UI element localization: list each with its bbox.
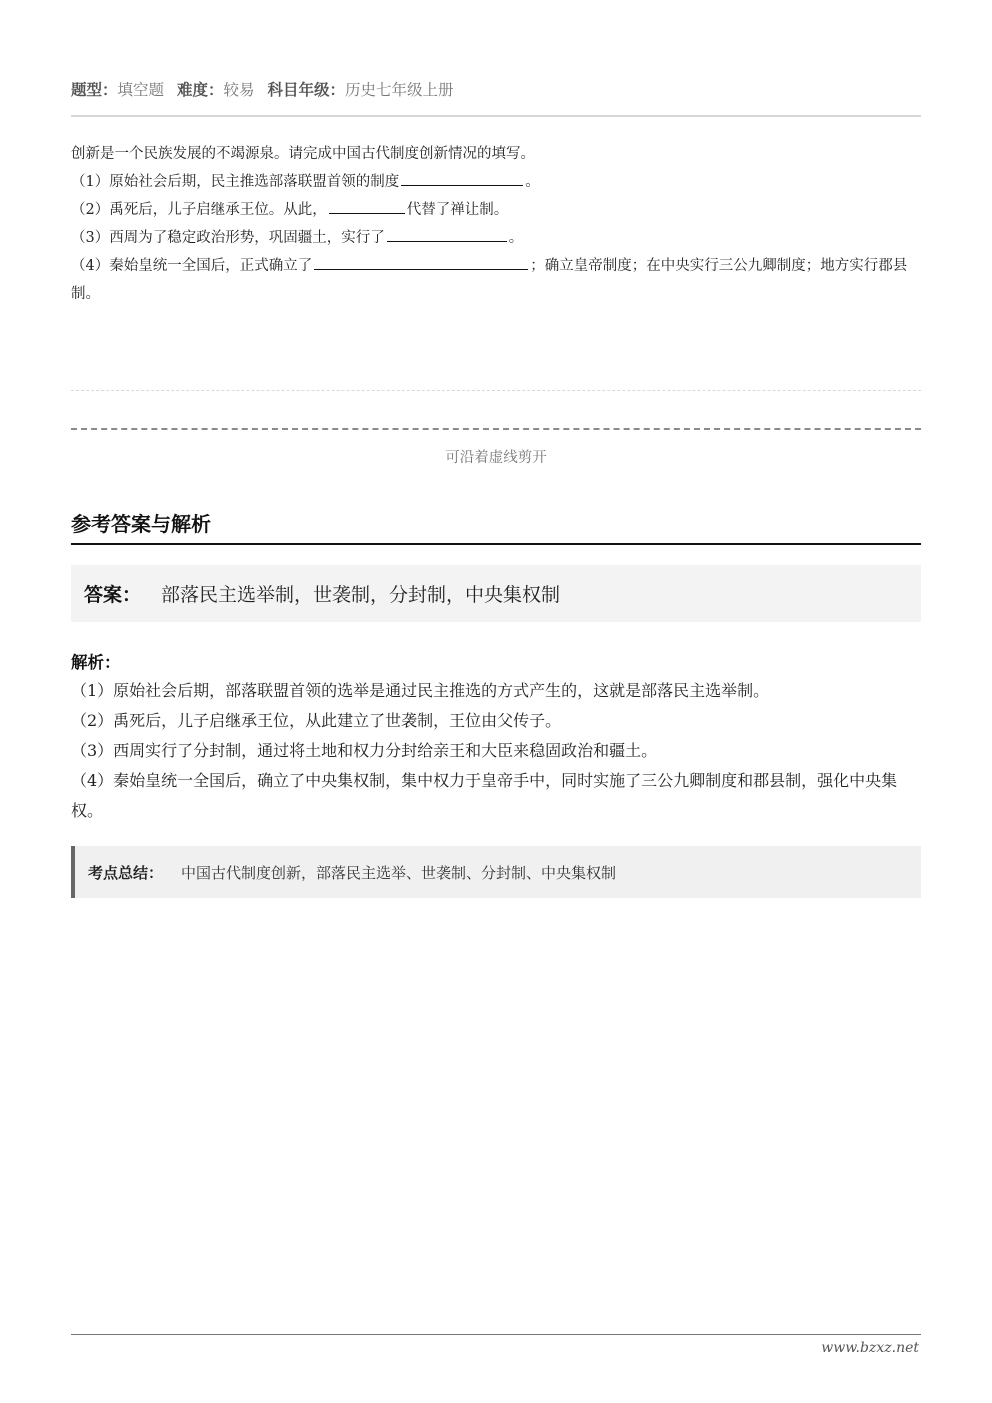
summary-box: [71, 846, 921, 898]
answer-section-divider: [71, 543, 921, 545]
cut-note: 可沿着虚线剪开: [445, 450, 547, 466]
analysis-block: [71, 650, 921, 826]
cut-line: [71, 428, 921, 430]
difficulty-label: 难度：: [176, 81, 224, 99]
summary-value: 中国古代制度创新，部落民主选举、世袭制、分封制、中央集权制: [181, 863, 617, 882]
question-body: [71, 140, 921, 308]
analysis-item-2: （2）禹死后，儿子启继承王位，从此建立了世袭制，王位由父传子。: [71, 711, 562, 730]
summary-label: 考点总结：: [88, 863, 164, 882]
document-page: [71, 0, 921, 1403]
answer-value: 部落民主选举制，世袭制，分封制，中央集权制: [161, 584, 561, 606]
question-item-2: [71, 196, 921, 224]
question-item-4-suffix: ；确立皇帝制度；在中央实行三公九卿制度；地方实行郡县制。: [71, 258, 908, 302]
answer-blank-2: [329, 198, 405, 214]
question-item-1-prefix: （1）原始社会后期，民主推选部落联盟首领的制度: [71, 174, 400, 190]
type-label: 题型：: [71, 81, 118, 99]
subject-value: 历史七年级上册: [344, 81, 454, 99]
answer-blank-4: [314, 254, 528, 270]
question-item-2-prefix: （2）禹死后，儿子启继承王位。从此，: [71, 202, 327, 218]
analysis-item-4: （4）秦始皇统一全国后，确立了中央集权制，集中权力于皇帝手中，同时实施了三公九卿制度和郡县制，强化中央集权。: [71, 771, 898, 820]
question-meta: [71, 78, 461, 100]
question-item-3: [71, 224, 921, 252]
type-value: 填空题: [117, 81, 165, 99]
answer-blank-1: [401, 170, 523, 186]
answer-box: [71, 565, 921, 622]
question-item-3-prefix: （3）西周为了稳定政治形势，巩固疆土，实行了: [71, 230, 385, 246]
question-item-1: [71, 168, 921, 196]
answer-section-title: 参考答案与解析: [71, 512, 211, 536]
answer-label: 答案：: [84, 584, 142, 606]
answer-blank-3: [387, 226, 507, 242]
cut-line-light: [71, 390, 921, 391]
question-intro: 创新是一个民族发展的不竭源泉。请完成中国古代制度创新情况的填写。: [71, 146, 535, 162]
meta-divider: [71, 115, 921, 117]
analysis-item-3: （3）西周实行了分封制，通过将土地和权力分封给亲王和大臣来稳固政治和疆土。: [71, 741, 658, 760]
analysis-label: 解析：: [71, 653, 121, 672]
question-item-4-prefix: （4）秦始皇统一全国后，正式确立了: [71, 258, 313, 274]
question-item-4: [71, 252, 921, 308]
analysis-item-1: （1）原始社会后期，部落联盟首领的选举是通过民主推选的方式产生的，这就是部落民主选举制。: [71, 681, 770, 700]
question-item-1-suffix: 。: [525, 174, 540, 190]
question-item-3-suffix: 。: [508, 230, 524, 246]
subject-label: 科目年级：: [267, 81, 345, 99]
question-item-2-suffix: 代替了禅让制。: [406, 202, 509, 218]
footer-divider: [71, 1334, 921, 1335]
footer-site-link[interactable]: www.bzxz.net: [821, 1340, 919, 1356]
difficulty-value: 较易: [223, 81, 255, 99]
